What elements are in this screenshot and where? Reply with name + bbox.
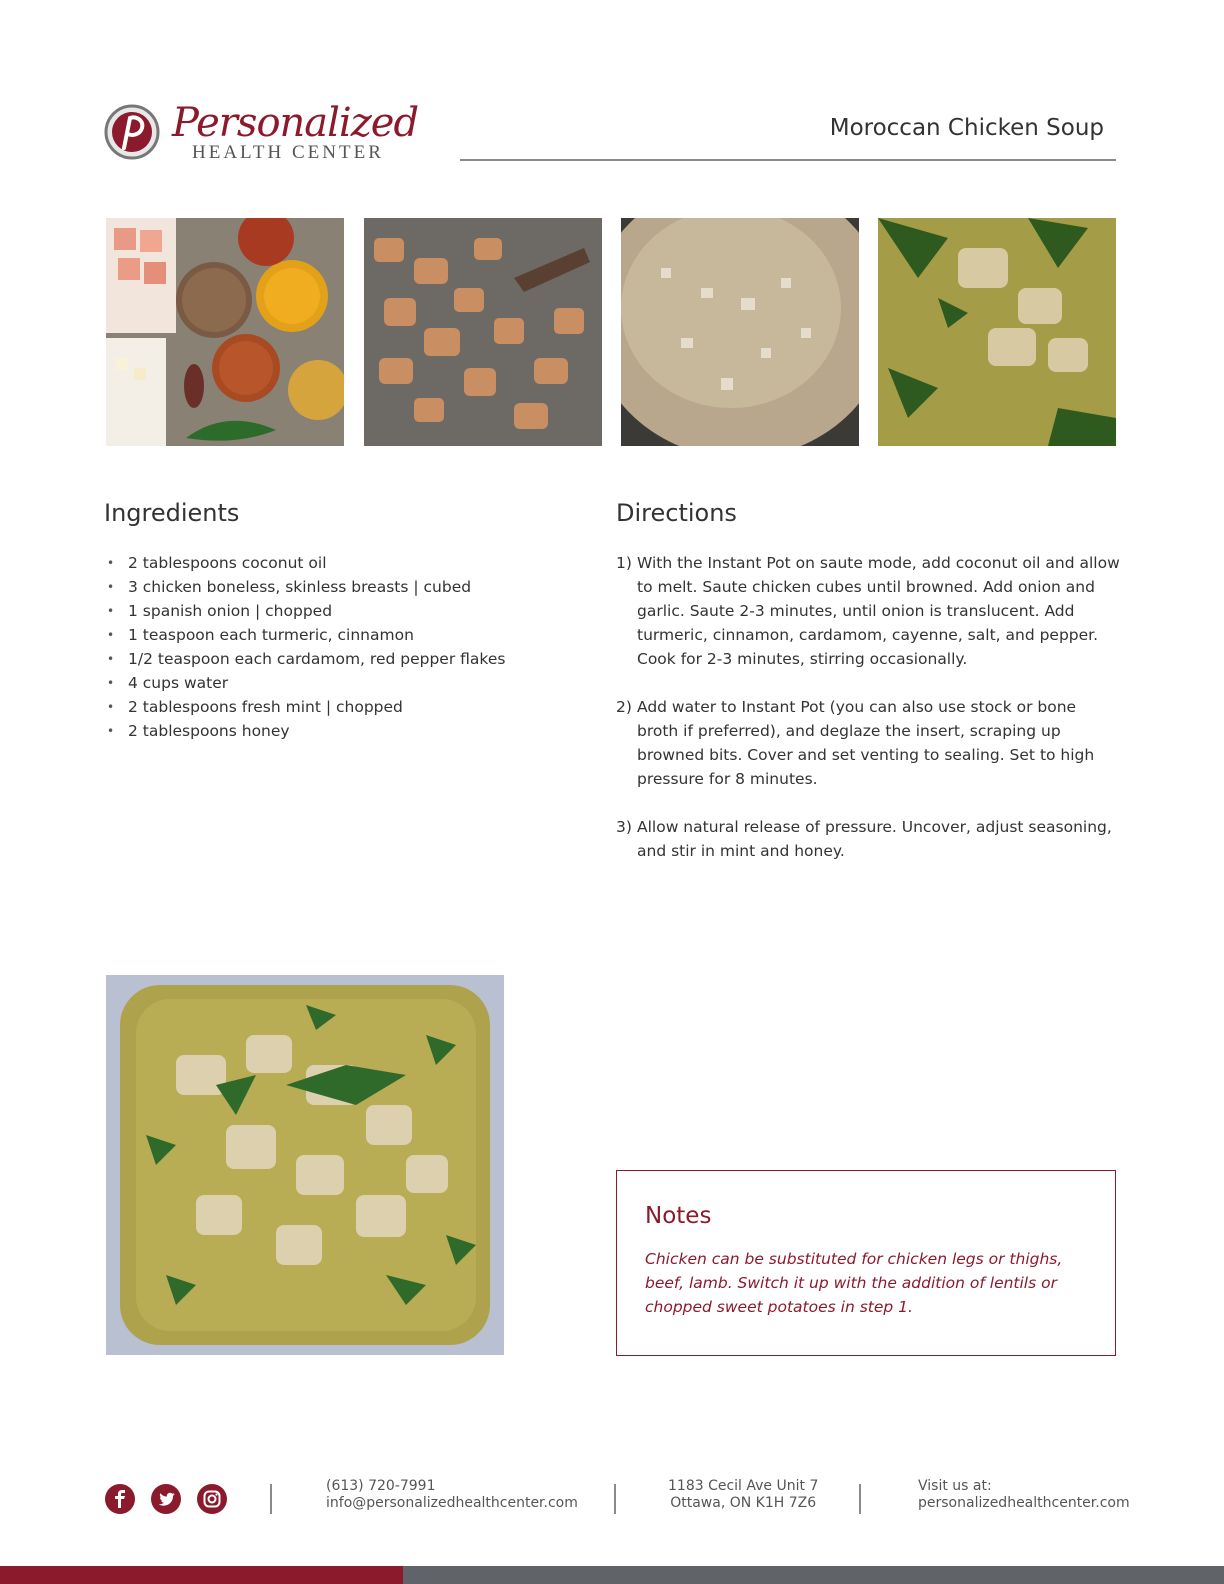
- notes-heading: Notes: [645, 1203, 712, 1229]
- step-number: 1): [616, 554, 632, 572]
- list-item: • 1/2 teaspoon each cardamom, red pepper flakes: [107, 650, 506, 668]
- step-text: With the Instant Pot on saute mode, add coconut oil and allow to melt. Saute chicken cubes until browned. Add onion and garlic. Saute 2-3 minutes, until onion is translucent. Add turmeric, cinnamon, cardamom, cayenne, salt, and pepper. Cook for 2-3 minutes, stirring occasionally.: [637, 554, 1120, 668]
- brand-script: Personalized: [172, 100, 419, 146]
- footer-divider: [614, 1484, 616, 1514]
- visit-label: Visit us at:: [918, 1478, 992, 1494]
- list-item: • 2 tablespoons fresh mint | chopped: [107, 698, 403, 716]
- direction-step: [616, 551, 1122, 671]
- website-link[interactable]: personalizedhealthcenter.com: [918, 1495, 1130, 1511]
- ingredients-photo: [106, 218, 344, 446]
- twitter-icon[interactable]: [151, 1484, 181, 1514]
- ingredients-list: [104, 551, 584, 743]
- directions-list: [616, 551, 1122, 887]
- list-item: • 3 chicken boneless, skinless breasts | cubed: [107, 578, 472, 596]
- instagram-icon[interactable]: [197, 1484, 227, 1514]
- soup-with-mint-photo: [878, 218, 1116, 446]
- list-item: • 4 cups water: [107, 674, 229, 692]
- notes-text: Chicken can be substituted for chicken legs or thighs, beef, lamb. Switch it up with the addition of lentils or chopped sweet potatoes in step 1.: [645, 1250, 1063, 1316]
- list-item: • 2 tablespoons honey: [107, 722, 290, 740]
- step-text: Add water to Instant Pot (you can also use stock or bone broth if preferred), and deglaze the insert, scraping up browned bits. Cover and set venting to sealing. Set to high pressure for 8 minutes.: [637, 698, 1095, 788]
- directions-heading: Directions: [616, 499, 737, 527]
- email-link[interactable]: info@personalizedhealthcenter.com: [326, 1495, 578, 1511]
- logo-mark-icon: [104, 104, 160, 160]
- browned-chicken-photo: [364, 218, 602, 446]
- simmering-broth-photo: [621, 218, 859, 446]
- step-number: 2): [616, 698, 632, 716]
- contact-info: [326, 1478, 578, 1512]
- direction-step: [616, 695, 1122, 791]
- facebook-icon[interactable]: [105, 1484, 135, 1514]
- direction-step: [616, 815, 1122, 863]
- footer-divider: [859, 1484, 861, 1514]
- footer-bar-accent: [0, 1566, 403, 1584]
- step-text: Allow natural release of pressure. Uncover, adjust seasoning, and stir in mint and honey.: [637, 818, 1112, 860]
- list-item: • 1 teaspoon each turmeric, cinnamon: [107, 626, 414, 644]
- phone-number[interactable]: (613) 720-7991: [326, 1478, 436, 1494]
- footer-bar: [403, 1566, 1224, 1584]
- finished-soup-photo: [106, 975, 504, 1355]
- footer-divider: [270, 1484, 272, 1514]
- address-line-2: Ottawa, ON K1H 7Z6: [670, 1495, 817, 1511]
- website-info: [918, 1478, 1130, 1512]
- recipe-title: Moroccan Chicken Soup: [829, 115, 1104, 141]
- brand-subtitle: HEALTH CENTER: [192, 142, 384, 163]
- list-item: • 1 spanish onion | chopped: [107, 602, 333, 620]
- address-line-1: 1183 Cecil Ave Unit 7: [668, 1478, 819, 1494]
- notes-box: [616, 1170, 1116, 1356]
- list-item: • 2 tablespoons coconut oil: [107, 554, 327, 572]
- ingredients-heading: Ingredients: [104, 499, 240, 527]
- brand-logo: [104, 100, 419, 166]
- step-number: 3): [616, 818, 632, 836]
- title-divider: [460, 159, 1116, 161]
- address-info: [668, 1478, 818, 1512]
